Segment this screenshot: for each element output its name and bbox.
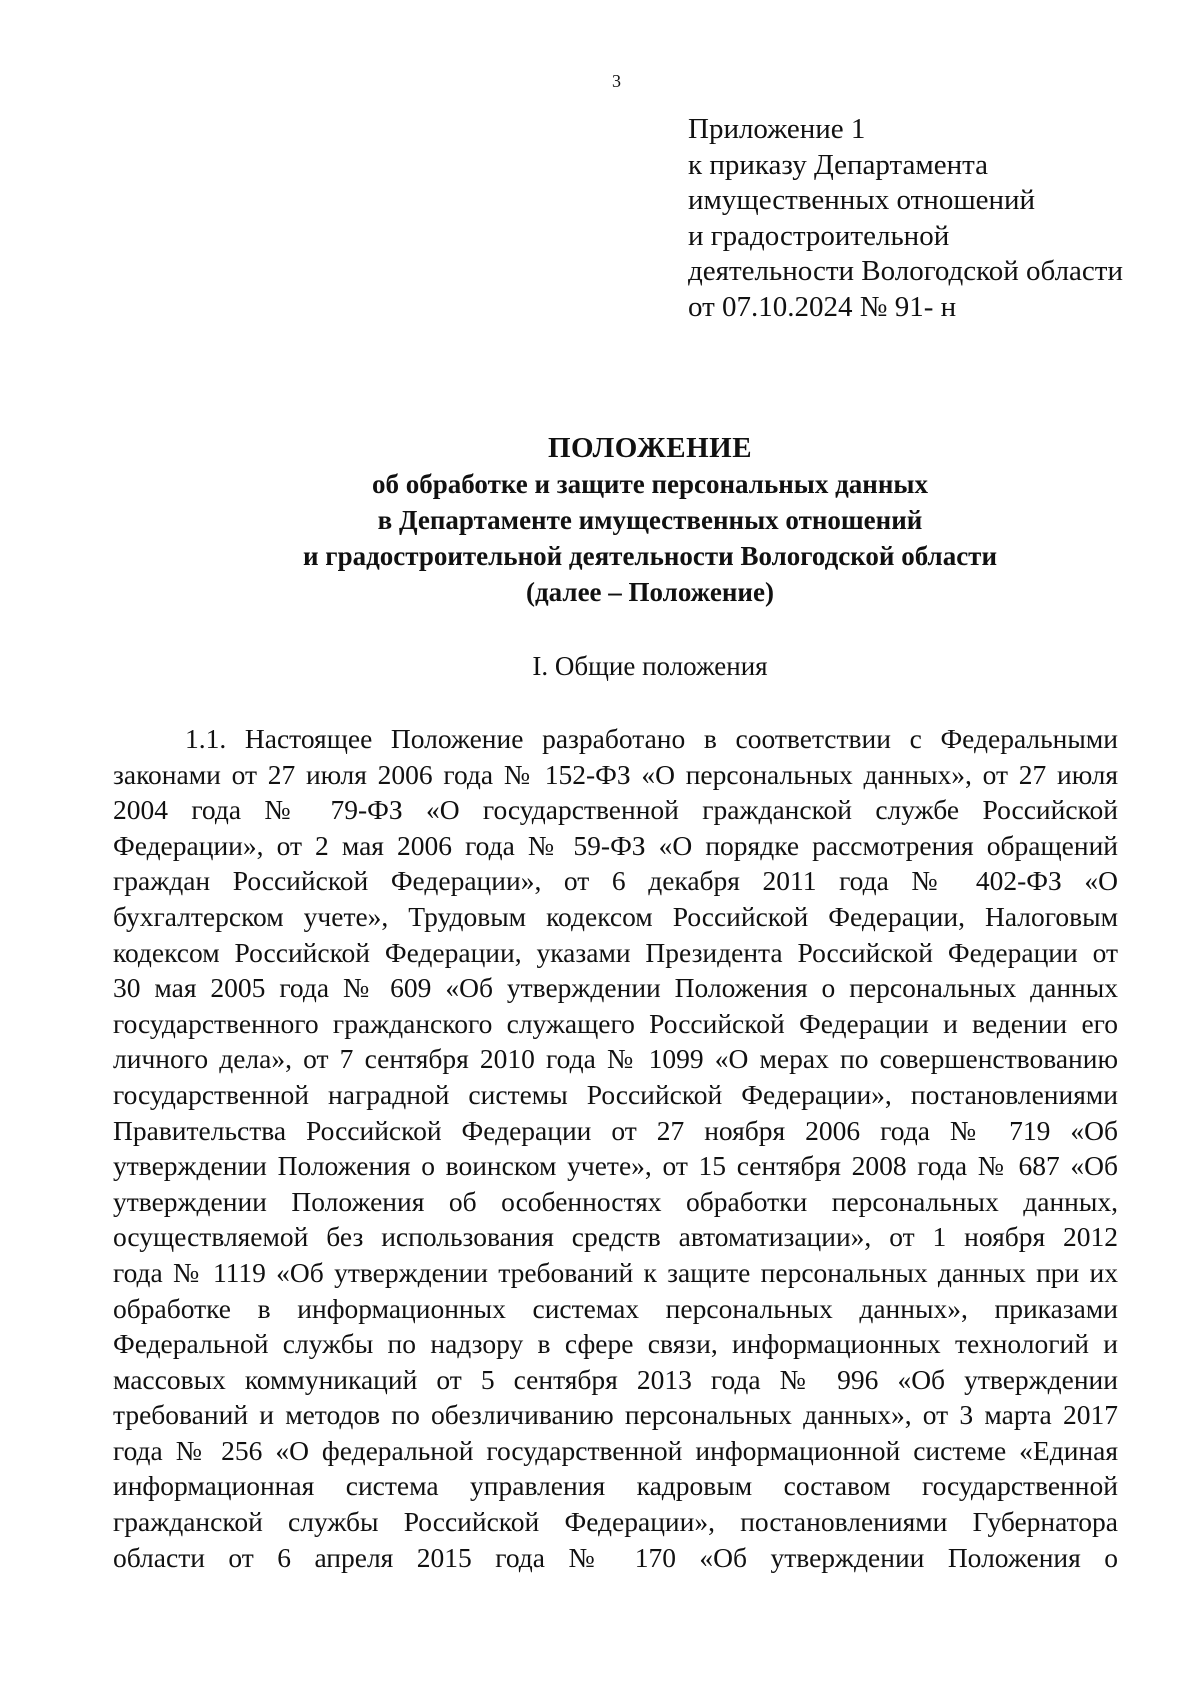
body-line: гражданской службы Российской Федерации», постановлениями Губернатора: [113, 1506, 1118, 1538]
body-line: государственной наградной системы Российской Федерации», постановлениями: [113, 1078, 1118, 1110]
appendix-line: Приложение 1: [688, 113, 866, 145]
body-line: информационная система управления кадровым составом государственной: [113, 1470, 1118, 1502]
body-line: Федерации», от 2 мая 2006 года № 59-ФЗ «О порядке рассмотрения обращений: [113, 829, 1118, 861]
document-title-line: в Департаменте имущественных отношений: [377, 505, 923, 535]
body-line: утверждении Положения о воинском учете», от 15 сентября 2008 года № 687 «Об: [113, 1150, 1118, 1182]
document-title-line: (далее – Положение): [526, 577, 774, 607]
body-line: 1.1. Настоящее Положение разработано в соответствии с Федеральными: [185, 723, 1118, 754]
body-line: Федеральной службы по надзору в сфере связи, информационных технологий и: [113, 1328, 1118, 1360]
appendix-line: деятельности Вологодской области: [688, 255, 1123, 287]
body-line: обработке в информационных системах персональных данных», приказами: [113, 1292, 1118, 1324]
appendix-line: имущественных отношений: [688, 184, 1036, 216]
body-line: года № 1119 «Об утверждении требований к защите персональных данных при их: [113, 1256, 1118, 1288]
body-paragraph: [113, 721, 1118, 1575]
page-number: 3: [612, 71, 621, 91]
body-line: личного дела», от 7 сентября 2010 года № 1099 «О мерах по совершенствованию: [113, 1043, 1118, 1075]
body-line: государственного гражданского служащего Российской Федерации и ведении его: [113, 1007, 1118, 1039]
body-line: бухгалтерском учете», Трудовым кодексом Российской Федерации, Налоговым: [113, 900, 1118, 932]
body-line: утверждении Положения об особенностях обработки персональных данных,: [113, 1185, 1118, 1217]
document-title: [0, 430, 1200, 610]
appendix-line: и градостроительной: [688, 219, 950, 252]
body-line: года № 256 «О федеральной государственной информационной системе «Единая: [113, 1434, 1118, 1466]
body-line: массовых коммуникаций от 5 сентября 2013 года № 996 «Об утверждении: [113, 1363, 1118, 1395]
body-line: требований и методов по обезличиванию персональных данных», от 3 марта 2017: [113, 1399, 1118, 1431]
document-title-line: и градостроительной деятельности Вологодской области: [303, 541, 997, 571]
body-line: 2004 года № 79-ФЗ «О государственной гражданской службе Российской: [113, 794, 1118, 826]
body-line: осуществляемой без использования средств автоматизации», от 1 ноября 2012: [113, 1221, 1118, 1253]
body-line: области от 6 апреля 2015 года № 170 «Об утверждении Положения о: [113, 1541, 1118, 1573]
appendix-line: к приказу Департамента: [688, 148, 989, 181]
body-line: Правительства Российской Федерации от 27 ноября 2006 года № 719 «Об: [113, 1114, 1118, 1146]
appendix-block: [688, 112, 1158, 325]
document-title-line: об обработке и защите персональных данных: [372, 469, 928, 499]
appendix-line: от 07.10.2024 № 91- н: [688, 290, 957, 323]
document-title-main: ПОЛОЖЕНИЕ: [547, 432, 753, 464]
body-line: 30 мая 2005 года № 609 «Об утверждении Положения о персональных данных: [113, 972, 1118, 1004]
body-line: кодексом Российской Федерации, указами Президента Российской Федерации от: [113, 936, 1118, 968]
body-line: граждан Российской Федерации», от 6 декабря 2011 года № 402-ФЗ «О: [113, 865, 1118, 897]
body-line: законами от 27 июля 2006 года № 152-ФЗ «О персональных данных», от 27 июля: [113, 758, 1118, 790]
section-heading: I. Общие положения: [532, 651, 768, 681]
